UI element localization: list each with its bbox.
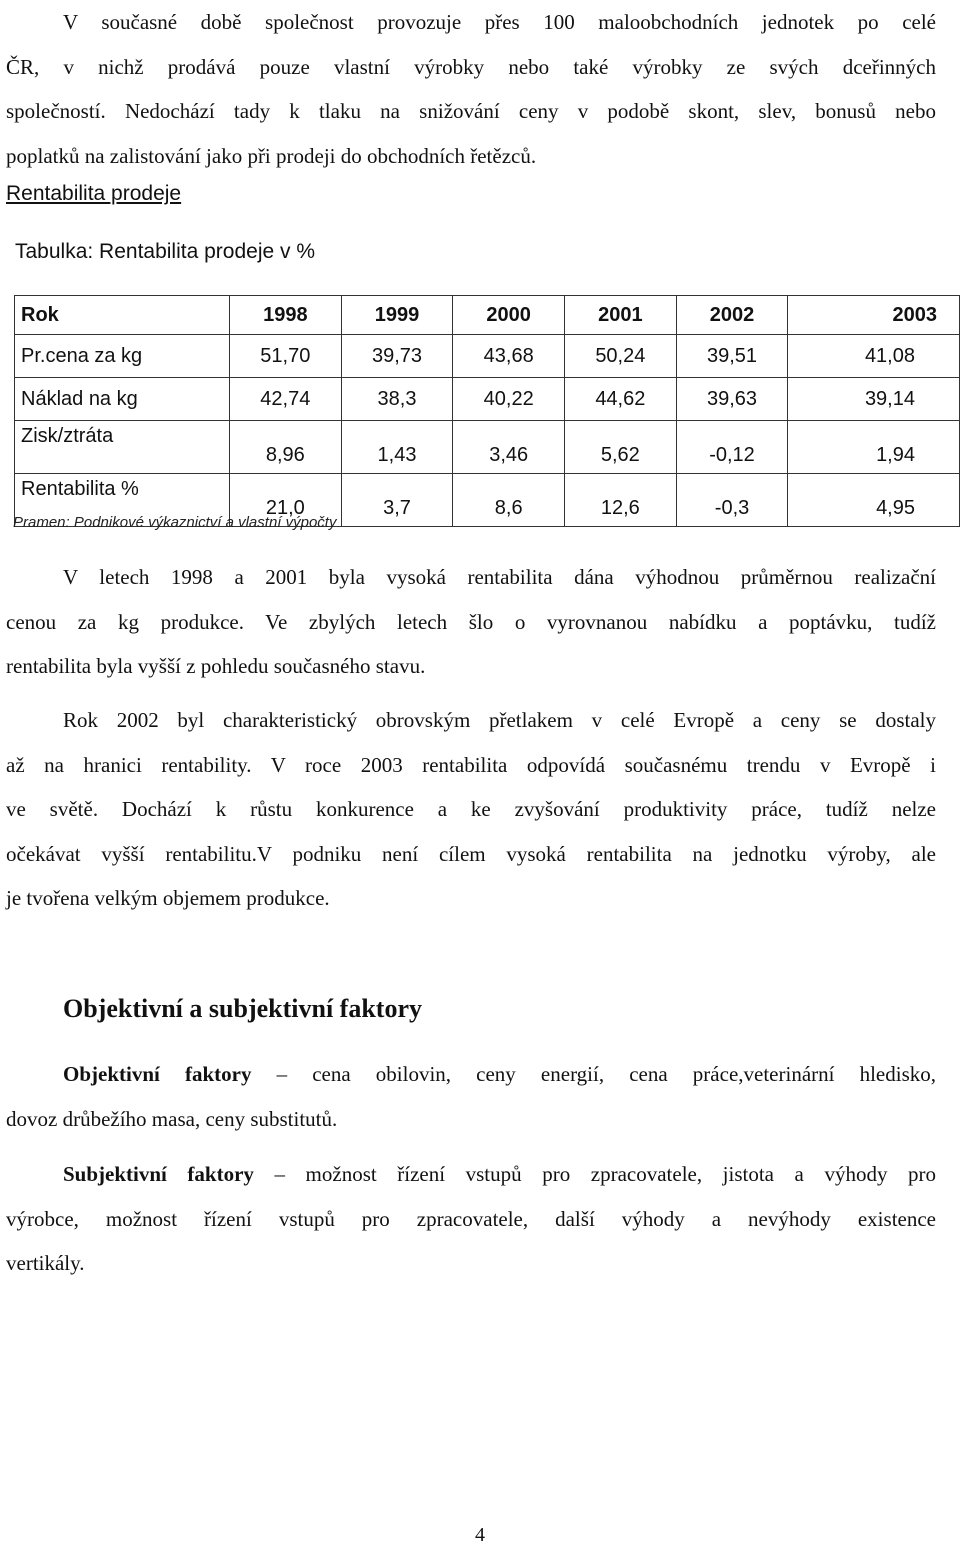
text-line: [6, 1052, 936, 1097]
section-title-rentabilita: Rentabilita prodeje: [6, 182, 182, 205]
table-cell: 4,95: [788, 474, 960, 527]
subjective-term: Subjektivní faktory: [63, 1162, 254, 1186]
table-cell: 50,24: [565, 335, 677, 378]
section-heading: Objektivní a subjektivní faktory: [63, 994, 422, 1023]
objective-text: – cena obilovin, ceny energií, cena práce,veterinární hledisko,: [276, 1062, 936, 1086]
table-cell: 12,6: [565, 474, 677, 527]
objective-term: Objektivní faktory: [63, 1062, 252, 1086]
text-line: poplatků na zalistování jako při prodeji do obchodních řetězců.: [6, 143, 537, 168]
table-cell: 39,63: [676, 378, 788, 421]
table-cell: 5,62: [565, 421, 677, 474]
page-number: 4: [475, 1524, 485, 1546]
table-cell: 40,22: [453, 378, 565, 421]
header-label: Rok: [15, 296, 230, 335]
text-line: rentabilita byla vyšší z pohledu současného stavu.: [6, 654, 426, 678]
table-source: Pramen: Podnikové výkaznictví a vlastní výpočty: [13, 514, 337, 531]
table-cell: 51,70: [230, 335, 342, 378]
table-cell: 38,3: [341, 378, 453, 421]
table-cell: 1,94: [788, 421, 960, 474]
text-line: očekávat vyšší rentabilitu.V podniku není cílem vysoká rentabilita na jednotku výroby, ale: [6, 841, 936, 866]
text-line: vertikály.: [6, 1251, 85, 1275]
table-cell: 21,0: [230, 474, 342, 527]
paragraph-2: [6, 555, 936, 689]
text-line: společností. Nedochází tady k tlaku na snižování ceny v podobě skont, slev, bonusů nebo: [6, 99, 936, 123]
row-label: Rentabilita %: [15, 474, 230, 527]
table-row: [15, 421, 960, 474]
table-cell: -0,12: [676, 421, 788, 474]
text-line: dovoz drůbežího masa, ceny substitutů.: [6, 1106, 338, 1131]
table-cell: 1,43: [341, 421, 453, 474]
table-cell: 42,74: [230, 378, 342, 421]
table-row: [15, 335, 960, 378]
table-cell: 39,14: [788, 378, 960, 421]
text-line: až na hranici rentability. V roce 2003 rentabilita odpovídá současnému trendu v Evropě i: [6, 752, 936, 777]
text-line: ve světě. Dochází k růstu konkurence a ke zvyšování produktivity práce, tudíž nelze: [6, 797, 936, 821]
table-cell: 39,51: [676, 335, 788, 378]
table-caption: Tabulka: Rentabilita prodeje v %: [15, 240, 316, 263]
text-line: výrobce, možnost řízení vstupů pro zpracovatele, další výhody a nevýhody existence: [6, 1206, 936, 1231]
text-line: V současné době společnost provozuje přes 100 maloobchodních jednotek po celé: [63, 10, 936, 34]
subjective-factors-paragraph: [6, 1152, 936, 1286]
objective-factors-paragraph: [6, 1052, 936, 1141]
text-line: je tvořena velkým objemem produkce.: [6, 886, 330, 910]
text-line: V letech 1998 a 2001 byla vysoká rentabilita dána výhodnou průměrnou realizační: [63, 565, 936, 589]
table-row: [15, 378, 960, 421]
table-cell: -0,3: [676, 474, 788, 527]
table-cell: 41,08: [788, 335, 960, 378]
table-cell: 43,68: [453, 335, 565, 378]
year-header: 2002: [676, 296, 788, 335]
table-cell: 39,73: [341, 335, 453, 378]
year-header: 2001: [565, 296, 677, 335]
text-line: ČR, v nichž prodává pouze vlastní výrobky nebo také výrobky ze svých dceřinných: [6, 54, 936, 79]
row-label: Pr.cena za kg: [15, 335, 230, 378]
table-cell: 3,46: [453, 421, 565, 474]
year-header: 1999: [341, 296, 453, 335]
text-line: [6, 1152, 936, 1197]
table-cell: 3,7: [341, 474, 453, 527]
year-header: 1998: [230, 296, 342, 335]
year-header: 2003: [788, 296, 960, 335]
rentability-table: [14, 295, 960, 527]
table-header-row: [15, 296, 960, 335]
table-cell: 8,6: [453, 474, 565, 527]
subjective-text: – možnost řízení vstupů pro zpracovatele, jistota a výhody pro: [274, 1162, 936, 1186]
intro-paragraph: [6, 0, 936, 178]
text-line: cenou za kg produkce. Ve zbylých letech šlo o vyrovnanou nabídku a poptávku, tudíž: [6, 609, 936, 634]
row-label: Zisk/ztráta: [15, 421, 230, 474]
table-cell: 44,62: [565, 378, 677, 421]
text-line: Rok 2002 byl charakteristický obrovským přetlakem v celé Evropě a ceny se dostaly: [63, 708, 936, 732]
row-label: Náklad na kg: [15, 378, 230, 421]
year-header: 2000: [453, 296, 565, 335]
paragraph-3: [6, 698, 936, 921]
table-cell: 8,96: [230, 421, 342, 474]
